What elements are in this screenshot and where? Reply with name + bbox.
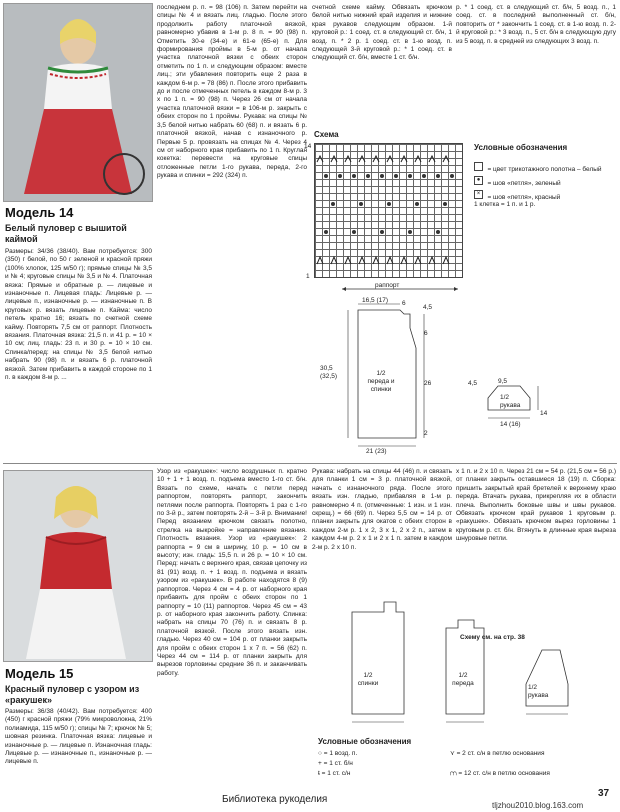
model14-col3-text: счетной схеме кайму. Обвязать крючком белой нитью нижний край изделия и нижние края рукавов следующим образом. 1-й круговой р.: 1 соед. ст. в следующий ст. б/н, 1 возд. п. * 2 р. 1 соед. ст. в 1-ю возд. п. следующей 3-й круговой р.: * 1 соед. ст. в следующий ст. б/н, вместе 1 ст. б/н. (312, 4, 452, 62)
model15-photo (3, 470, 153, 662)
pattern14-dim-hem: 2 (424, 430, 428, 437)
schema-symbols (315, 144, 462, 277)
schema-row-label-top: 14 (304, 143, 312, 150)
legend15-dc-text: = 1 ст. с/н (321, 770, 351, 777)
pattern15-front-outline (446, 620, 484, 714)
legend15-fan2-icon: ⋎ (450, 750, 455, 757)
model14-figure (4, 4, 152, 201)
model15-title: Модель 15 (5, 666, 74, 681)
pattern14-dim-width: 21 (23) (366, 448, 387, 455)
legend14-text-red: = шов «петля», красный (487, 194, 561, 201)
model15-figure (4, 471, 152, 661)
schema-rapport-label: раппорт (375, 282, 400, 289)
pattern14-dim-sleeve-width: 14 (16) (500, 421, 521, 428)
pattern14-dim-armhole: 6 (424, 330, 428, 337)
model15-col3-text: Рукава: набрать на спицы 44 (46) п. и связать для планки 1 см = 3 р. платочной вязкой, начать с изнаночного ряда. После этого вязать изн. гладью, прибавляя в 1-м р. равномерно 4 п. (отмеченные: 1 изн. и 1 изн. скрещ.) = 66 (69) п. Через 5,5 см = 14 р. от планки закрыть для окатов с обеих сторон в каждом 2-м р. 1 х 2, 3 х 1, 2 х 2 п., затем в каждом 4-м р. 2 х 1 и 2 х 1 п. затем в каждом 2-м р. 2 х 10 п. (312, 468, 452, 551)
legend15-item-dc (318, 770, 350, 778)
legend15-chain-text: = 1 возд. п. (323, 750, 358, 757)
model15-subtitle: Красный пуловер с узором из «ракушек» (5, 684, 140, 705)
pattern14-dim-neck: 6 (402, 300, 406, 307)
model14-left-text: Размеры: 34/36 (38/40). Вам потребуется: 300 (350) г белой, по 50 г зеленой и красной пряжи (100% хлопок, 125 м/50 г); прямые спицы № 3,5 и № 4; круговые спицы № 3,5 и № 4. Платочная вязка: Прямые и обратные р. — лицевые и изнаночные п. Лицевая гладь: Лицевые р. — лицевые п., изнаночные р. — изнаночные п. В круговых р. вязать лицевые п. Кайма: число петель кратно 16; вязать по счетной схеме кайму. Повторять 7,5 см от раппорт. Плотность вязания. Платочная вязка: 21,5 п. и 41 р. = 10 × 10 см; лиц. гладь: 23 п. и 30 р. = 10 × 10 см. Спинка/перед: на спицы № 3,5 белой нитью набрать 90 (98) п. и вязать 6 р. платочной вязкой. Затем прибавить в каждой стороне по 1 п. в каждом 8-м р. ... (5, 248, 152, 382)
legend15-item-chain (318, 750, 357, 758)
model15-left-text: Размеры: 36/38 (40/42). Вам потребуется: 400 (450) г красной пряжи (79% микроволокна, 21% полиамида, 115 м/50 г); спицы № 7; крючок № 5; шовная резинка. Платочная вязка: лицевые и изнаночные р. — лицевые п. Изнаночная гладь: Лицевые р. — изнаночные п., изнаночные р. — лицевые п. (5, 708, 152, 766)
legend15-item-sc (318, 760, 353, 768)
model14-col2-text: последнем р. п. = 98 (106) п. Затем перейти на спицы № 4 и вязать лиц. гладью. После этого продолжить работу платочной вязкой, равномерно убавив в 1-м р. 8 п. = 90 (98) п. Отметить 30-е (34-е) и 61-е (65-е) п. Для формирования проймы в 5-м р. от начала участка платочной вязки с обеих сторон отметить по 1 п. и следующим образом: вместе лиц.; эти убавления повторить еще 2 раза в каждом 6-м р. = 78 (86) п. После этого прибавить до и после отмеченных петель в каждом 8-м р. 3 х по 1 п. = 90 (98) п. Через 26 см от начала участка платочной вязки = в 106-м р. закрыть с обеих сторон по 1 проймы. Рукава: на спицы № 3,5 белой нитью набрать 60 (68) п. и вязать 6 р. платочной вязкой, начав с изнаночного р. Первые 5 р. провязать на спицах № 4. Через 4 см от наборного края прибавить по 1 п. Круглая кокетка: перевести на круговые спицы отложенные петли 1-го рукава, переда, 2-го рукава и спинки = 292 (324) п. (157, 4, 307, 180)
legend15-right-1-text: = 2 ст. с/н в петлю основания (456, 750, 545, 757)
schema-rapport-arrow (340, 286, 460, 292)
pattern14-dim-shoulder: 4,5 (423, 304, 433, 311)
legend14-title: Условные обозначения (474, 143, 568, 152)
pattern14-dim-sleeve-mid: 14 (540, 410, 548, 417)
model14-photo (3, 3, 153, 202)
model14-title: Модель 14 (5, 205, 74, 220)
legend15-sc-text: = 1 ст. б/н (323, 760, 353, 767)
pattern14-sleeve-label: 1/2 рукава (500, 394, 521, 409)
pattern14-dim-sleeve-cap: 4,5 (468, 380, 478, 387)
schema-chart-grid (314, 143, 463, 278)
legend15-sc-icon: + (318, 760, 322, 767)
legend15-dc-icon: ŧ (318, 770, 320, 777)
model15-see-scheme: Схему см. на стр. 38 (460, 634, 525, 641)
legend14-swatch-red: × (474, 190, 483, 199)
pattern15-back-outline (352, 602, 404, 714)
legend15-right-1 (450, 750, 544, 758)
pattern14-front-label: 1/2 переда и спинки (367, 370, 395, 393)
footer-page-number: 37 (598, 788, 610, 799)
legend14-swatch-white (474, 162, 483, 171)
legend15-chain-icon: ○ (318, 750, 322, 757)
legend15-title: Условные обозначения (318, 737, 412, 746)
model14-col4-text: р. * 1 соед. ст. в следующий ст. б/н, 5 возд. п., 1 соед. ст. в последний выполненный ст. б/н, повторить от * закончить 1 соед. ст. в 1-ю возд. п. 2-й круговой р.: * 3 возд. п., 5 ст. б/н в следующую дугу из 5 возд. п. в средней из следующих 3 возд. п. (456, 4, 616, 45)
legend15-right-2 (450, 770, 550, 778)
footer-library-title: Библиотека рукоделия (222, 794, 328, 805)
section-divider (3, 463, 617, 464)
footer-site: tljzhou2010.blog.163.com (492, 801, 584, 810)
pattern15-sleeve-label: 1/2 рукава (528, 684, 549, 699)
pattern14-dim-height: 30,5 (32,5) (320, 365, 337, 380)
model15-col4-text: х 1 п. и 2 х 10 п. Через 21 см = 54 р. (21,5 см = 56 р.) от планки закрыть оставшиеся 18 (19) п. Сборка: пришить закрытый край бретелей к верхнему краю переда. Втачать рукава, прикрепляя их в области плеча. Выполнить боковые швы и швы рукавов. Обвязать крючком край рукавов 1 круговым р. «ракушек». Обвязать крючком вырез горловины 1 круговым р. ст. б/н. Втянуть в длинные края выреза шнуровые петли. (456, 468, 616, 543)
pattern15-drawing (312, 598, 618, 738)
legend14-text-white: = цвет трикотажного полотна – белый (487, 166, 602, 173)
legend15-right-2-text: = 12 ст. с/н в петлю основания (458, 770, 550, 777)
legend15-fan12-icon: ⩋ (450, 770, 457, 777)
pattern15-front-label: 1/2 переда (452, 672, 474, 687)
pattern14-dim-side: 26 (424, 380, 432, 387)
model14-subtitle: Белый пуловер с вышитой каймой (5, 223, 127, 244)
schema-row-label-bottom: 1 (306, 273, 310, 280)
legend14-note: 1 клетка = 1 п. и 1 р. (474, 201, 536, 208)
pattern14-dim-sleeve-top: 9,5 (498, 378, 508, 385)
schema-title: Схема (314, 130, 339, 139)
model15-col2-text: Узор из «ракушек»: число воздушных п. кратно 10 + 1 + 1 возд. п. подъема вместо 1-го ст. б/н. Вязать по схеме, начать с петли перед раппортом, повторять раппорт, закончить петлями после раппорта. Повторять 1 раз с 1-го по 3-й р., затем повторять 2-й – 3-й р. Внимание! Перед вязанием крючком связать полотно, стрелка на выкройке = направление вязания. Плотность вязания. Узор из «ракушек»: 2 раппорта = 9 см в ширину, 10 р. = 10 см в высоту; изн. гладь: 15,5 п. и 26 р. = 10 × 10 см. Перед: начать с верхнего края, связав цепочку из 81 (91) возд. п. + 1 возд. п. подъема и вязать узором из «ракушек». В работе находятся 8 (9) раппортов. Через 4 см = 4 р. от наборного края прибавить для пройм с обеих сторон по 1 раппорту = 10 (11) раппортов. Через 45 см = 43 р. от наборного края закончить работу. Спинка: набрать на спицы 70 (76) п. и связать 8 р. платочной вязкой. После этого вязать изн. гладью. Через 40 см = 104 р. от планки закрыть для пройм с обеих сторон 1 х 7 п. = 56 (62) п. Через 44 см = 114 р. от планки закрыть для вырезов горловины средние 36 п. и заканчивать работу. (157, 468, 307, 677)
pattern14-drawing (318, 298, 618, 458)
pattern15-back-label: 1/2 спинки (357, 672, 379, 687)
legend14-text-green: = шов «петля», зеленый (487, 180, 561, 187)
legend14-swatch-green: ● (474, 176, 483, 185)
pattern14-dim-top: 16,5 (17) (362, 297, 389, 304)
